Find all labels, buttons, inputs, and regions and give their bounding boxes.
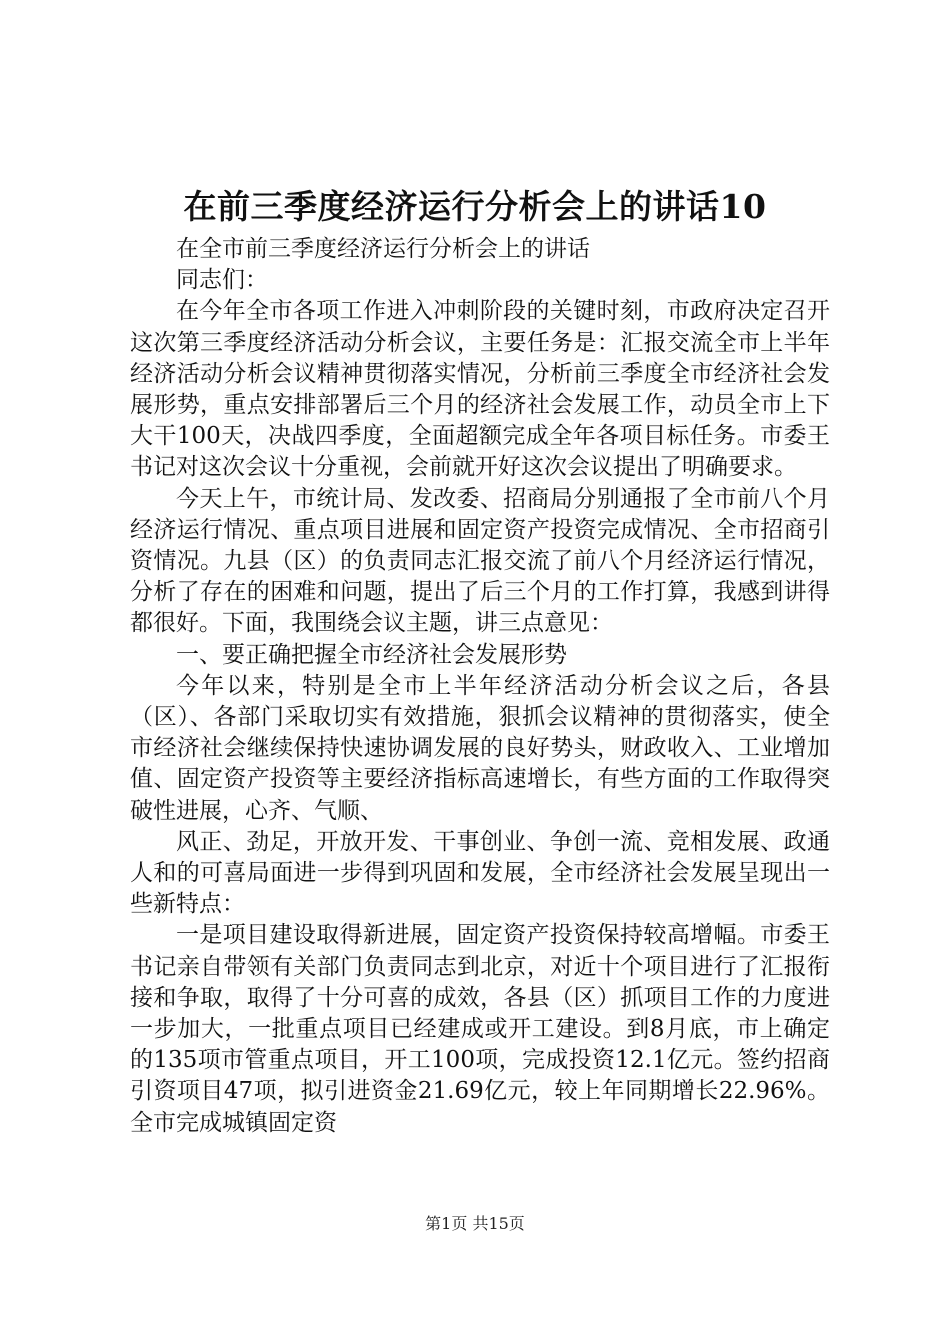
- salutation: 同志们：: [176, 267, 268, 294]
- document-body: [130, 234, 830, 1139]
- page-footer: 第1页 共15页: [425, 1214, 525, 1233]
- section-heading: 一、要正确把握全市经济社会发展形势: [176, 641, 567, 668]
- paragraph-situation: 今年以来，特别是全市上半年经济活动分析会议之后，各县（区）、各部门采取切实有效措施，狠抓会议精神的贯彻落实，使全市经济社会继续保持快速协调发展的良好势头，财政收入、工业增加值、固定资产投资等主要经济指标高速增长，有些方面的工作取得突破性进展，心齐、气顺、: [130, 672, 830, 824]
- paragraph-projects: 一是项目建设取得新进展，固定资产投资保持较高增幅。市委王书记亲自带领有关部门负责同志到北京，对近十个项目进行了汇报衔接和争取，取得了十分可喜的成效，各县（区）抓项目工作的力度进一步加大，一批重点项目已经建成或开工建设。到8月底，市上确定的135项市管重点项目，开工100项，完成投资12.1亿元。签约招商引资项目47项，拟引进资金21.69亿元，较上年同期增长22.96%。全市完成城镇固定资: [130, 922, 830, 1136]
- paragraph-features: 风正、劲足，开放开发、干事创业、争创一流、竞相发展、政通人和的可喜局面进一步得到巩固和发展，全市经济社会发展呈现出一些新特点：: [130, 828, 830, 918]
- paragraph-reports: 今天上午，市统计局、发改委、招商局分别通报了全市前八个月经济运行情况、重点项目进展和固定资产投资完成情况、全市招商引资情况。九县（区）的负责同志汇报交流了前八个月经济运行情况，分析了存在的困难和问题，提出了后三个月的工作打算，我感到讲得都很好。下面，我围绕会议主题，讲三点意见：: [130, 485, 830, 637]
- document-subtitle: 在全市前三季度经济运行分析会上的讲话: [176, 236, 590, 262]
- document-title: 在前三季度经济运行分析会上的讲话10: [183, 187, 767, 226]
- paragraph-intro: 在今年全市各项工作进入冲刺阶段的关键时刻，市政府决定召开这次第三季度经济活动分析会议，主要任务是：汇报交流全市上半年经济活动分析会议精神贯彻落实情况，分析前三季度全市经济社会发展形势，重点安排部署后三个月的经济社会发展工作，动员全市上下大干100天，决战四季度，全面超额完成全年各项目标任务。市委王书记对这次会议十分重视，会前就开好这次会议提出了明确要求。: [130, 298, 830, 481]
